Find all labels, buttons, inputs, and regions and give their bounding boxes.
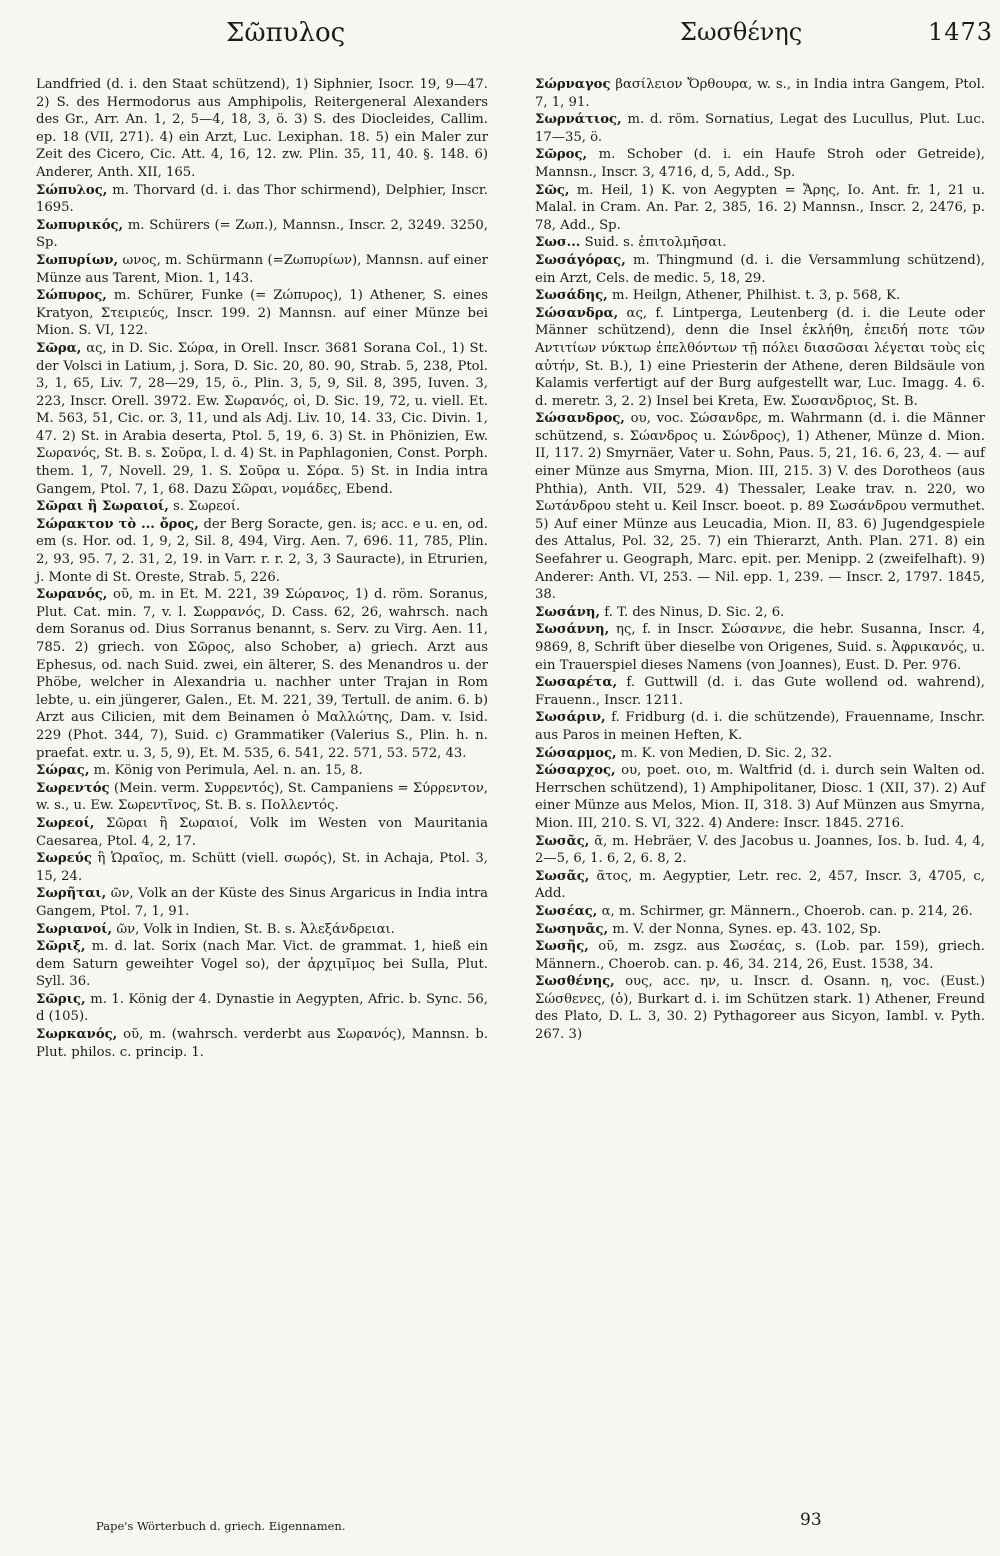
entry-text: ου, poet. οιο, m. Waltfrid (d. i. durch sein Walten od. Herrschen schützend), 1) Amphipolitaner, Diosc. 1 (XII, 37). 2) Auf einer Münze aus Melos, Mion. II, 318. 3) Auf Münzen aus Smyrna, Mion. III, 210. S. VI, 322. 4) Andere: Inscr. 1845. 2716. (535, 763, 985, 831)
entry-text: ᾶ, m. Hebräer, V. des Jacobus u. Joannes, Ios. b. Iud. 4, 4, 2—5, 6, 1. 6, 2, 6. 8, 2. (535, 833, 985, 867)
dictionary-entry (535, 305, 985, 411)
entry-text: Σῶραι ἢ Σωραιοί, Volk im Westen von Mauritania Caesarea, Ptol. 4, 2, 17. (36, 815, 488, 849)
entry-headword: Σώσαρχος, (535, 763, 616, 779)
dictionary-entry (36, 182, 488, 217)
dictionary-entry (535, 709, 985, 744)
dictionary-entry (535, 674, 985, 709)
dictionary-entry (535, 621, 985, 674)
entry-headword: Σῶριξ, (36, 939, 86, 955)
dictionary-entry (36, 991, 488, 1026)
running-head-left: Σῶπυλος (226, 18, 346, 48)
entry-headword: Σωσῆς, (535, 939, 589, 955)
entry-headword: Σώσαρμος, (535, 745, 617, 761)
dictionary-entry (36, 850, 488, 885)
dictionary-entry (535, 973, 985, 1043)
entry-text: m. Schober (d. i. ein Haufe Stroh oder Getreide), Mannsn., Inscr. 3, 4716, d, 5, Add., Sp. (535, 147, 985, 180)
entry-text: m. Heilgn, Athener, Philhist. t. 3, p. 568, K. (611, 288, 901, 304)
dictionary-entry (36, 76, 488, 182)
dictionary-entry (535, 182, 985, 235)
dictionary-entry (535, 921, 985, 939)
dictionary-entry (36, 498, 488, 516)
entry-headword: Σώσανδρος, (535, 411, 625, 427)
entry-text: m. d. lat. Sorix (nach Mar. Vict. de grammat. 1, hieß ein dem Saturn geweihter Vogel so), der ἀρχιμῖμος bei Sulla, Plut. Syll. 36. (36, 939, 488, 990)
entry-text: m. V. der Nonna, Synes. ep. 43. 102, Sp. (612, 921, 882, 937)
dictionary-entry (535, 252, 985, 287)
entry-headword: Σωριανοί, (36, 921, 113, 937)
entry-headword: Σῶρος, (535, 147, 588, 163)
dictionary-entry (535, 76, 985, 111)
dictionary-entry (535, 604, 985, 622)
dictionary-entry (36, 762, 488, 780)
entry-headword: Σώρναγος (535, 77, 611, 92)
dictionary-entry (535, 903, 985, 921)
entry-text: m. d. röm. Sornatius, Legat des Lucullus, Plut. Luc. 17—35, ö. (535, 112, 985, 145)
entry-text: ης, f. in Inscr. Σώσαννε, die hebr. Susanna, Inscr. 4, 9869, 8, Schrift über dieselbe von Origenes, Suid. s. Ἀφρικανός, u. ein Trauerspiel dieses Namens (von Joannes), Eust. D. Per. 976. (535, 622, 985, 673)
dictionary-entry (36, 780, 488, 815)
dictionary-entry (535, 938, 985, 973)
entry-text: f. Guttwill (d. i. das Gute wollend od. wahrend), Frauenn., Inscr. 1211. (535, 675, 985, 708)
entry-headword: Σωσάνη, (535, 604, 601, 620)
dictionary-entry (535, 868, 985, 903)
entry-text: s. Σωρεοί. (173, 499, 241, 515)
entry-text: m. 1. König der 4. Dynastie in Aegypten, Afric. b. Sync. 56, d (105). (36, 991, 488, 1025)
entry-text: οῦ, m. zsgz. aus Σωσέας, s. (Lob. par. 159), griech. Männern., Choerob. can. p. 46, 34. 214, 26, Eust. 1538, 34. (535, 939, 985, 972)
entry-text: ἢ Ὡραῖος, m. Schütt (viell. σωρός), St. in Achaja, Ptol. 3, 15, 24. (36, 851, 488, 884)
entry-headword: Σωσαρέτα, (535, 675, 618, 691)
entry-text: m. Heil, 1) K. von Aegypten = Ἄρης, Io. Ant. fr. 1, 21 u. Malal. in Cram. An. Par. 2, 385, 16. 2) Mannsn., Inscr. 2, 2476, p. 78, Add., Sp. (535, 182, 985, 233)
entry-text: der Berg Soracte, gen. is; acc. e u. en, od. em (s. Hor. od. 1, 9, 2, Sil. 8, 494, Virg. Aen. 7, 696. 11, 785, Plin. 2, 93, 95. 7, 2. 31, 2, 19. in Varr. r. r. 2, 3, 3 Sauracte), in Etrurien, j. Monte di St. Oreste, Strab. 5, 226. (36, 516, 488, 585)
entry-headword: Σώπυρος, (36, 288, 107, 304)
entry-headword: Σωρκανός, (36, 1027, 118, 1043)
entry-text: ῶν, Volk an der Küste des Sinus Argaricus in India intra Gangem, Ptol. 7, 1, 91. (36, 886, 488, 919)
dictionary-entry (36, 217, 488, 252)
entry-text: Suid. s. ἐπιτολμῆσαι. (584, 235, 727, 251)
dictionary-entry (535, 833, 985, 868)
entry-headword: Σωρανός, (36, 587, 108, 603)
left-column (36, 76, 488, 1061)
dictionary-entry (36, 885, 488, 920)
page-number: 1473 (928, 18, 994, 46)
entry-text: f. Fridburg (d. i. die schützende), Frauenname, Inschr. aus Paros in meinen Heften, K. (535, 710, 985, 743)
entry-text: m. Schürers (= Ζωπ.), Mannsn., Inscr. 2, 3249. 3250, Sp. (36, 217, 488, 251)
entry-headword: Σῶραι ἢ Σωραιοί, (36, 499, 169, 515)
entry-text: ας, f. Lintperga, Leutenberg (d. i. die Leute oder Männer schützend), denn die Insel ἐκλήθη, ἐπειδή ποτε τῶν Αντιτίων νύκτωρ ἐπελθόντων τῇ πόλει διασῶσαι λέγεται τοὺς εἰς αὐτήν, St. B.), 1) eine Priesterin der Athene, deren Bildsäule von Kalamis verfertigt auf der Burg aufgestellt war, Luc. Imagg. 4. 6. d. meretr. 3, 2. 2) Insel bei Kreta, Ew. Σωσανδριος, St. B. (535, 305, 985, 409)
entry-headword: Σωρεύς (36, 851, 92, 867)
dictionary-entry (535, 410, 985, 604)
entry-headword: Σωσέας, (535, 903, 598, 919)
dictionary-entry (36, 287, 488, 340)
entry-headword: Σωσᾶς, (535, 868, 590, 884)
entry-headword: Σωρεντός (36, 780, 110, 796)
entry-headword: Σωπυρίων, (36, 252, 119, 268)
entry-headword: Σώπυλος, (36, 182, 108, 198)
entry-headword: Σωσηνᾶς, (535, 921, 609, 937)
entry-headword: Σῶρις, (36, 991, 86, 1007)
source-footnote: Pape's Wörterbuch d. griech. Eigennamen. (96, 1519, 346, 1533)
entry-text: Landfried (d. i. den Staat schützend), 1) Siphnier, Isocr. 19, 9—47. 2) S. des Hermodorus aus Amphipolis, Reitergeneral Alexanders des Gr., Arr. An. 1, 2, 5—4, 18, 3, ö. 3) S. des Diocleides, Callim. ep. 18 (VII, 271). 4) ein Arzt, Luc. Lexiphan. 18. 5) ein Maler zur Zeit des Cicero, Cic. Att. 4, 16, 12. zw. Plin. 35, 11, 40. §. 148. 6) Anderer, Anth. XII, 165. (36, 77, 488, 180)
dictionary-entry (36, 340, 488, 498)
entry-headword: Σωρνάτιος, (535, 112, 622, 128)
entry-headword: Σωρῆται, (36, 886, 107, 902)
entry-headword: Σωσάδης, (535, 288, 608, 304)
entry-headword: Σωπυρικός, (36, 217, 124, 233)
entry-headword: Σωσᾶς, (535, 833, 590, 849)
dictionary-entry (36, 586, 488, 762)
right-column (535, 76, 985, 1044)
dictionary-entry (535, 762, 985, 832)
entry-headword: Σωρεοί, (36, 815, 95, 831)
entry-text: m. Thingmund (d. i. die Versammlung schützend), ein Arzt, Cels. de medic. 5, 18, 29. (535, 252, 985, 286)
entry-headword: Σώρας, (36, 763, 90, 779)
running-head-right: Σωσθένης (680, 18, 803, 46)
dictionary-entry (36, 938, 488, 991)
dictionary-entry (36, 1026, 488, 1061)
dictionary-entry (535, 146, 985, 181)
entry-text: ου, voc. Σώσανδρε, m. Wahrmann (d. i. die Männer schützend, s. Σώανδρος u. Σώνδρος), 1) Athener, Münze d. Mion. II, 117. 2) Smyrnäer, Vater u. Sohn, Paus. 5, 21, 16. 6, 23, 4. — auf einer Münze aus Smyrna, Mion. III, 215. 3) V. des Dorotheos (aus Phthia), Anth. VII, 529. 4) Thessaler, Leake trav. n. 220, wo Σωτάνδρου steht u. Keil Inscr. boeot. p. 89 Σωσάνδρου vermuthet. 5) Auf einer Münze aus Leucadia, Mion. II, 83. 6) Jugendgespiele des Attalus, Pol. 32, 25. 7) ein Thierarzt, Anth. Plan. 271. 8) ein Seefahrer u. Geograph, Marc. epit. per. Menipp. 2 (zweifelhaft). 9) Anderer: Anth. VI, 253. — Nil. epp. 1, 239. — Inscr. 2, 1797. 1845, 38. (535, 411, 985, 603)
entry-headword: Σωσάννη, (535, 622, 610, 638)
entry-headword: Σώσανδρα, (535, 305, 619, 321)
entry-text: ας, in D. Sic. Σώρα, in Orell. Inscr. 3681 Sorana Col., 1) St. der Volsci in Latium, j. Sora, D. Sic. 20, 80. 90, Strab. 5, 238, Ptol. 3, 1, 65, Liv. 7, 28—29, 15, ö., Plin. 3, 5, 9, Sil. 8, 395, Iuven. 3, 223, Inscr. Orell. 3972. Ew. Σωρανός, οἱ, D. Sic. 19, 72, u. viell. Et. M. 563, 51, Cic. or. 3, 11, und als Adj. Liv. 10, 14. 33, Cic. Divin. 1, 47. 2) St. in Arabia deserta, Ptol. 5, 19, 6. 3) St. in Phönizien, Ew. Σωρανός, St. B. s. Σοῦρα, l. d. 4) St. in Paphlagonien, Const. Porph. them. 1, 7, Novell. 29, 1. S. Σοῦρα u. Σόρα. 5) St. in India intra Gangem, Ptol. 7, 1, 68. Dazu Σῶραι, νομάδες, Ebend. (36, 340, 488, 497)
entry-text: α, m. Schirmer, gr. Männern., Choerob. can. p. 214, 26. (601, 903, 973, 919)
entry-text: οῦ, m. in Et. M. 221, 39 Σώρανος, 1) d. röm. Soranus, Plut. Cat. min. 7, v. l. Σωρρανός, D. Cass. 62, 26, wahrsch. nach dem Soranus od. Dius Sorranus benannt, s. Serv. zu Virg. Aen. 11, 785. 2) griech. von Σῶρος, also Schober, a) griech. Arzt aus Ephesus, od. nach Suid. zwei, ein älterer, S. des Menandros u. der Phöbe, welcher in Alexandria u. nachher unter Trajan in Rom lebte, u. ein jüngerer, Galen., Et. M. 221, 39, Tertull. de anim. 6. b) Arzt aus Cilicien, mit dem Beinamen ὁ Μαλλώτης, Dam. v. Isid. 229 (Phot. 344, 7), Suid. c) Grammatiker (Valerius S., Plin. h. n. praefat. extr. u. 3, 5, 9), Et. M. 535, 6. 541, 22. 571, 53. 572, 43. (36, 587, 488, 761)
entry-headword: Σωσάγόρας, (535, 252, 626, 268)
entry-headword: Σωσ... (535, 235, 581, 251)
entry-headword: Σῶρα, (36, 340, 82, 356)
entry-text: οῦ, m. (wahrsch. verderbt aus Σωρανός), Mannsn. b. Plut. philos. c. princip. 1. (36, 1027, 488, 1060)
entry-text: ῶν, Volk in Indien, St. B. s. Ἀλεξάνδρειαι. (116, 921, 395, 937)
entry-text: ωνος, m. Schürmann (=Ζωπυρίων), Mannsn. auf einer Münze aus Tarent, Mion. 1, 143. (36, 252, 488, 286)
entry-headword: Σωσάριν, (535, 710, 606, 726)
entry-text: f. T. des Ninus, D. Sic. 2, 6. (604, 604, 785, 620)
entry-headword: Σώρακτον τὸ ... ὄρος, (36, 516, 199, 532)
entry-text: m. Schürer, Funke (= Ζώπυρος), 1) Athener, S. eines Kratyon, Στειριεύς, Inscr. 199. 2) Mannsn. auf einer Münze bei Mion. S. VI, 122. (36, 288, 488, 339)
entry-text: βασίλειον Ὄρθουρα, w. s., in India intra Gangem, Ptol. 7, 1, 91. (535, 77, 985, 110)
entry-text: ους, acc. ην, u. Inscr. d. Osann. η, voc. (Eust.) Σώσθενες, (ὁ), Burkart d. i. im Schützen stark. 1) Athener, Freund des Plato, D. L. 3, 30. 2) Pythagoreer aus Sicyon, Iambl. v. Pyth. 267. 3) (535, 974, 985, 1043)
sheet-number: 93 (800, 1510, 822, 1530)
entry-headword: Σωσθένης, (535, 974, 615, 990)
dictionary-entry (535, 287, 985, 305)
dictionary-entry (535, 111, 985, 146)
dictionary-entry (36, 815, 488, 850)
entry-text: m. K. von Medien, D. Sic. 2, 32. (620, 745, 832, 761)
dictionary-entry (36, 252, 488, 287)
dictionary-entry (36, 516, 488, 586)
dictionary-entry (36, 921, 488, 939)
dictionary-entry (535, 745, 985, 763)
dictionary-entry (535, 234, 985, 252)
entry-text: m. König von Perimula, Ael. n. an. 15, 8. (93, 763, 363, 779)
entry-text: ᾶτος, m. Aegyptier, Letr. rec. 2, 457, Inscr. 3, 4705, c, Add. (535, 868, 985, 902)
entry-text: (Mein. verm. Συρρεντός), St. Campaniens = Σύρρεντον, w. s., u. Ew. Σωρεντῖνος, St. B. s. Πολλεντός. (36, 780, 488, 814)
entry-text: m. Thorvard (d. i. das Thor schirmend), Delphier, Inscr. 1695. (36, 182, 488, 216)
entry-headword: Σῶς, (535, 182, 570, 198)
